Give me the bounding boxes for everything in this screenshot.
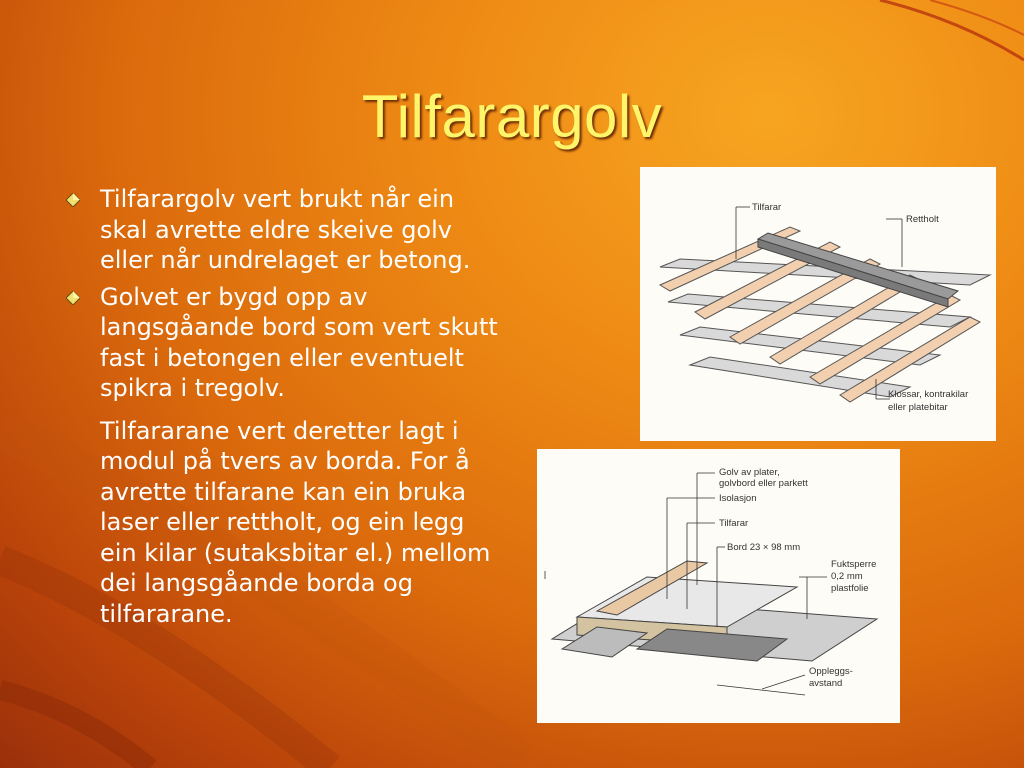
slide-title: Tilfarargolv (361, 83, 663, 150)
label-oppleggs-2: avstand (809, 678, 843, 689)
label-oppleggs: Oppleggs- (809, 666, 853, 677)
label-klossar: Klossar, kontrakilar (888, 389, 969, 400)
floor-layers (552, 561, 877, 661)
label-golv: Golv av plater, (719, 467, 780, 478)
diamond-bullet-icon (66, 291, 80, 305)
label-rettholt: Rettholt (906, 214, 939, 225)
label-bord: Bord 23 × 98 mm (727, 542, 801, 553)
joist-diagram-figure (640, 167, 996, 441)
label-golv-2: golvbord eller parkett (719, 478, 808, 489)
bullet-item (62, 184, 502, 276)
label-klossar-2: eller platebitar (888, 402, 948, 413)
floor-section-figure (537, 449, 900, 723)
label-fuktsperre: Fuktsperre (831, 559, 877, 570)
label-fuktsperre-3: plastfolie (831, 583, 869, 594)
bullet-item (62, 282, 502, 404)
body-paragraph: Tilfararane vert deretter lagt i modul på tvers av borda. For å avrette tilfarane kan ein bruka laser eller rettholt, og ein legg ein kilar (sutaksbitar el.) mellom dei langsgåande borda og tilfararane. (100, 416, 491, 628)
label-isolasjon: Isolasjon (719, 493, 757, 504)
bullet-text: Golvet er bygd opp av langsgåande bord som vert skutt fast i betongen eller eventuelt spikra i tregolv. (100, 282, 498, 402)
label-fuktsperre-2: 0,2 mm (831, 571, 863, 582)
diamond-bullet-icon (66, 193, 80, 207)
bullet-text: Tilfarargolv vert brukt når ein skal avrette eldre skeive golv eller når undrelaget er betong. (100, 185, 471, 274)
bullet-list (62, 184, 502, 629)
label-tilfarar: Tilfarar (719, 518, 749, 529)
label-tilfarar: Tilfarar (752, 202, 782, 213)
